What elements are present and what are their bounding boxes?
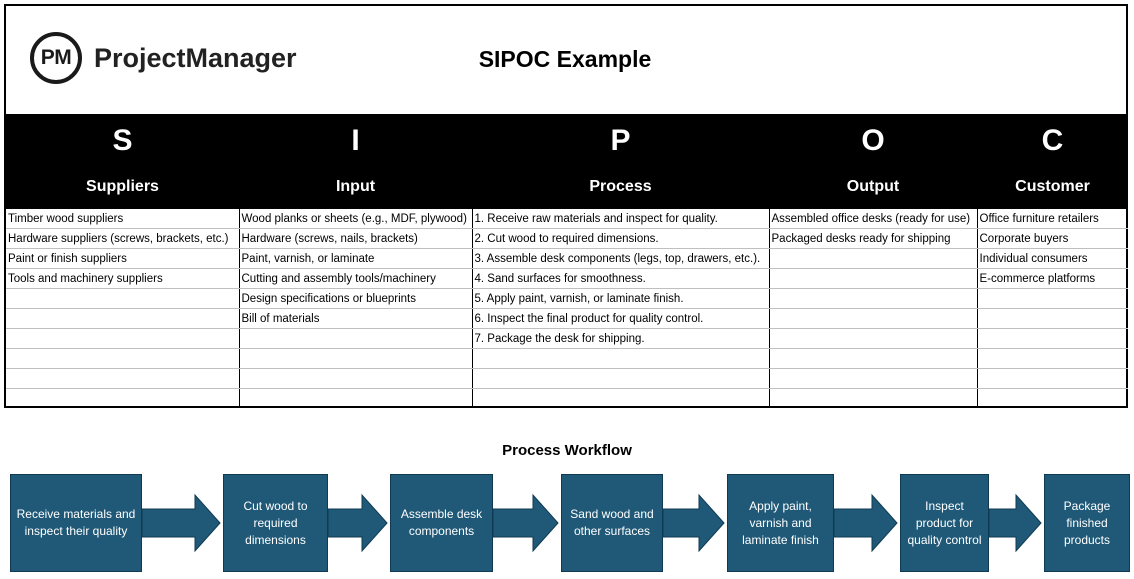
table-cell[interactable]: [977, 349, 1128, 369]
table-cell[interactable]: 2. Cut wood to required dimensions.: [472, 229, 769, 249]
table-cell[interactable]: 6. Inspect the final product for quality control.: [472, 309, 769, 329]
table-cell[interactable]: 4. Sand surfaces for smoothness.: [472, 269, 769, 289]
table-row: [6, 269, 1128, 289]
table-cell[interactable]: Corporate buyers: [977, 229, 1128, 249]
table-cell[interactable]: Design specifications or blueprints: [239, 289, 472, 309]
table-row: [6, 309, 1128, 329]
sipoc-table: [6, 209, 1128, 408]
column-letter: I: [351, 124, 360, 157]
table-cell[interactable]: Paint, varnish, or laminate: [239, 249, 472, 269]
column-header-process: [472, 114, 769, 209]
table-cell[interactable]: Timber wood suppliers: [6, 209, 239, 229]
table-cell[interactable]: [769, 369, 977, 389]
table-cell[interactable]: [472, 369, 769, 389]
column-name: Customer: [1015, 178, 1090, 195]
workflow-step: Apply paint, varnish and laminate finish: [727, 474, 834, 572]
column-name: Suppliers: [86, 178, 159, 195]
table-cell[interactable]: [977, 289, 1128, 309]
pm-logo-mark: PM: [30, 32, 82, 84]
table-cell[interactable]: [769, 309, 977, 329]
table-cell[interactable]: 3. Assemble desk components (legs, top, drawers, etc.).: [472, 249, 769, 269]
table-cell[interactable]: Individual consumers: [977, 249, 1128, 269]
table-cell[interactable]: E-commerce platforms: [977, 269, 1128, 289]
table-cell[interactable]: Tools and machinery suppliers: [6, 269, 239, 289]
table-row: [6, 229, 1128, 249]
workflow-step: Package finished products: [1044, 474, 1130, 572]
table-cell[interactable]: Packaged desks ready for shipping: [769, 229, 977, 249]
workflow-step: Assemble desk components: [390, 474, 493, 572]
workflow-step: Receive materials and inspect their quality: [10, 474, 142, 572]
table-cell[interactable]: Hardware (screws, nails, brackets): [239, 229, 472, 249]
table-cell[interactable]: Hardware suppliers (screws, brackets, etc.): [6, 229, 239, 249]
column-name: Input: [335, 178, 376, 195]
column-header-customer: [977, 114, 1128, 209]
workflow-arrow-icon: [328, 493, 388, 553]
column-header-suppliers: [6, 114, 239, 209]
column-name: Output: [846, 178, 900, 195]
workflow-step: Inspect product for quality control: [900, 474, 989, 572]
table-row: [6, 329, 1128, 349]
table-cell[interactable]: [6, 369, 239, 389]
table-row: [6, 349, 1128, 369]
table-cell[interactable]: [769, 349, 977, 369]
table-row: [6, 389, 1128, 409]
workflow-step: Sand wood and other surfaces: [561, 474, 663, 572]
table-cell[interactable]: [239, 329, 472, 349]
workflow-arrow-icon: [663, 493, 725, 553]
table-cell[interactable]: [769, 269, 977, 289]
table-cell[interactable]: [472, 349, 769, 369]
table-cell[interactable]: [6, 309, 239, 329]
column-letter: O: [861, 124, 885, 157]
workflow-arrow-icon: [142, 493, 221, 553]
workflow-arrow-icon: [989, 493, 1042, 553]
column-letter: P: [610, 124, 631, 157]
table-cell[interactable]: Assembled office desks (ready for use): [769, 209, 977, 229]
table-row: [6, 289, 1128, 309]
table-cell[interactable]: Office furniture retailers: [977, 209, 1128, 229]
workflow-step: Cut wood to required dimensions: [223, 474, 328, 572]
table-cell[interactable]: [472, 389, 769, 409]
column-header-input: [239, 114, 472, 209]
column-letter: S: [112, 124, 133, 157]
table-cell[interactable]: [239, 349, 472, 369]
sipoc-header-band: [6, 114, 1128, 209]
column-header-output: [769, 114, 977, 209]
table-cell[interactable]: [239, 389, 472, 409]
table-cell[interactable]: 1. Receive raw materials and inspect for quality.: [472, 209, 769, 229]
workflow-title: Process Workflow: [502, 442, 632, 459]
table-cell[interactable]: [977, 369, 1128, 389]
column-letter: C: [1041, 124, 1064, 157]
table-cell[interactable]: [769, 329, 977, 349]
table-cell[interactable]: [6, 289, 239, 309]
document-title: SIPOC Example: [478, 46, 652, 72]
table-row: [6, 209, 1128, 229]
table-cell[interactable]: 5. Apply paint, varnish, or laminate finish.: [472, 289, 769, 309]
table-cell[interactable]: [239, 369, 472, 389]
workflow-arrow-icon: [834, 493, 898, 553]
table-cell[interactable]: Cutting and assembly tools/machinery: [239, 269, 472, 289]
table-cell[interactable]: [6, 329, 239, 349]
table-cell[interactable]: [769, 249, 977, 269]
table-cell[interactable]: [769, 289, 977, 309]
table-row: [6, 249, 1128, 269]
table-cell[interactable]: [6, 349, 239, 369]
table-row: [6, 369, 1128, 389]
table-cell[interactable]: [977, 329, 1128, 349]
table-cell[interactable]: [977, 389, 1128, 409]
column-name: Process: [589, 178, 652, 195]
workflow-arrow-icon: [493, 493, 559, 553]
table-cell[interactable]: Bill of materials: [239, 309, 472, 329]
table-cell[interactable]: 7. Package the desk for shipping.: [472, 329, 769, 349]
brand-name: ProjectManager: [94, 42, 297, 73]
table-cell[interactable]: Paint or finish suppliers: [6, 249, 239, 269]
table-cell[interactable]: [977, 309, 1128, 329]
table-cell[interactable]: [769, 389, 977, 409]
brand-logo: [30, 32, 297, 84]
table-cell[interactable]: [6, 389, 239, 409]
table-cell[interactable]: Wood planks or sheets (e.g., MDF, plywood): [239, 209, 472, 229]
